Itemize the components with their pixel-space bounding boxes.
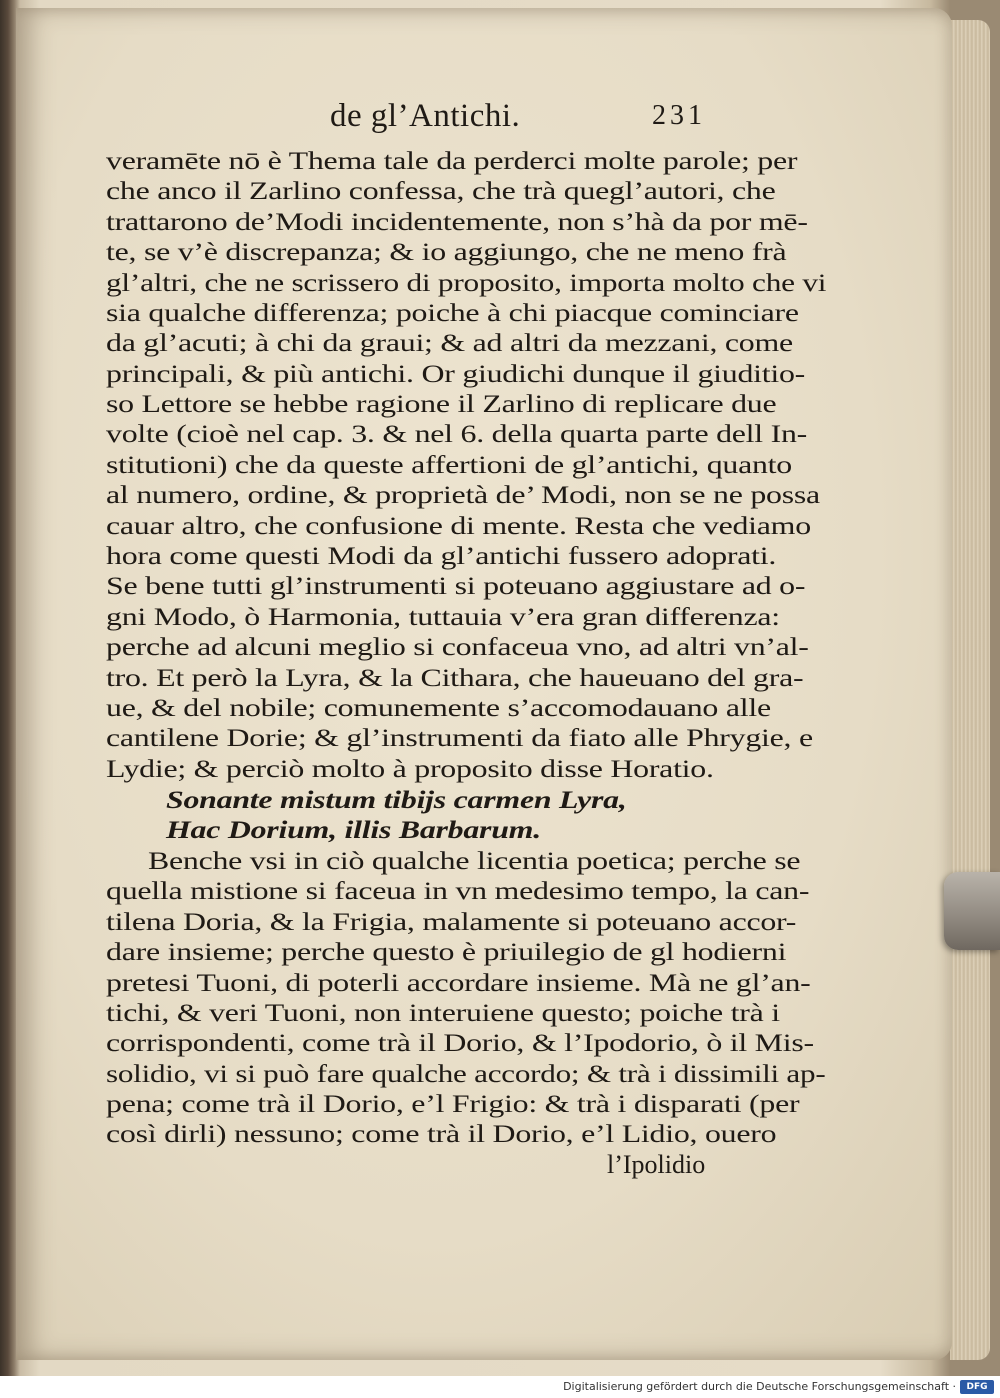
text-line: solidio, vi si può fare qualche accordo; & trà i dissimili ap- [106,1059,826,1088]
text-line: dare insieme; perche questo è priuilegio de gl hodierni [106,937,787,966]
text-line: tilena Doria, & la Frigia, malamente si poteuano accor- [106,907,797,936]
dfg-logo-icon[interactable]: DFG [960,1380,994,1394]
catchword: l’Ipolidio [607,1150,706,1179]
text-line: cantilene Dorie; & gl’instrumenti da fiato alle Phrygie, e [106,723,813,752]
text-line: Lydie; & perciò molto à proposito disse Horatio. [106,754,714,783]
text-line: così dirli) nessuno; come trà il Dorio, e’l Lidio, ouero [106,1119,777,1148]
verse-line: Sonante mistum tibijs carmen Lyra, [166,785,627,814]
text-line: ue, & del nobile; comunemente s’accomodauano alle [106,693,771,722]
text-line: Se bene tutti gl’instrumenti si poteuano aggiustare ad o- [106,571,806,600]
text-line: so Lettore se hebbe ragione il Zarlino di replicare due [106,389,777,418]
text-line: pena; come trà il Dorio, e’l Frigio: & trà i disparati (per [106,1089,800,1118]
text-line: gni Modo, ò Harmonia, tuttauia v’era gran differenza: [106,602,780,631]
text-line: trattarono de’Modi incidentemente, non s’hà da por mē- [106,207,808,236]
page-edges [950,20,990,1360]
digitization-credit[interactable]: Digitalisierung gefördert durch die Deutsche Forschungsgemeinschaft · [563,1380,956,1393]
text-line: tro. Et però la Lyra, & la Cithara, che haueuano del gra- [106,663,804,692]
text-line: che anco il Zarlino confessa, che trà quegl’autori, che [106,176,776,205]
text-line: cauar altro, che confusione di mente. Resta che vediamo [106,511,811,540]
text-line: tichi, & veri Tuoni, non interuiene questo; poiche trà i [106,998,780,1027]
text-line: al numero, ordine, & proprietà de’ Modi, non se ne possa [106,480,820,509]
text-line: pretesi Tuoni, di poterli accordare insieme. Mà ne gl’an- [106,968,811,997]
text-line: stitutioni) che da queste affertioni de gl’antichi, quanto [106,450,792,479]
verse-line: Hac Dorium, illis Barbarum. [166,815,541,844]
text-line: te, se v’è discrepanza; & io aggiungo, che ne meno frà [106,237,787,266]
book-clasp [944,872,1000,950]
text-line: hora come questi Modi da gl’antichi fussero adoprati. [106,541,777,570]
text-line: sia qualche differenza; poiche à chi piacque cominciare [106,298,799,327]
text-line: gl’altri, che ne scrissero di proposito, importa molto che vi [106,268,827,297]
text-line: quella mistione si faceua in vn medesimo tempo, la can- [106,876,810,905]
text-line: da gl’acuti; à chi da graui; & ad altri da mezzani, come [106,328,793,357]
running-head: de gl’Antichi. [330,98,521,134]
text-line: perche ad alcuni meglio si confaceua vno, ad altri vn’al- [106,632,809,661]
text-line: Benche vsi in ciò qualche licentia poetica; perche se [148,846,801,875]
page-number: 231 [652,100,706,131]
text-line: veramēte nō è Thema tale da perderci molte parole; per [106,146,798,175]
text-line: principali, & più antichi. Or giudichi dunque il giuditio- [106,359,806,388]
text-line: corrispondenti, come trà il Dorio, & l’Ipodorio, ò il Mis- [106,1028,814,1057]
text-line: volte (cioè nel cap. 3. & nel 6. della quarta parte dell In- [106,419,808,448]
